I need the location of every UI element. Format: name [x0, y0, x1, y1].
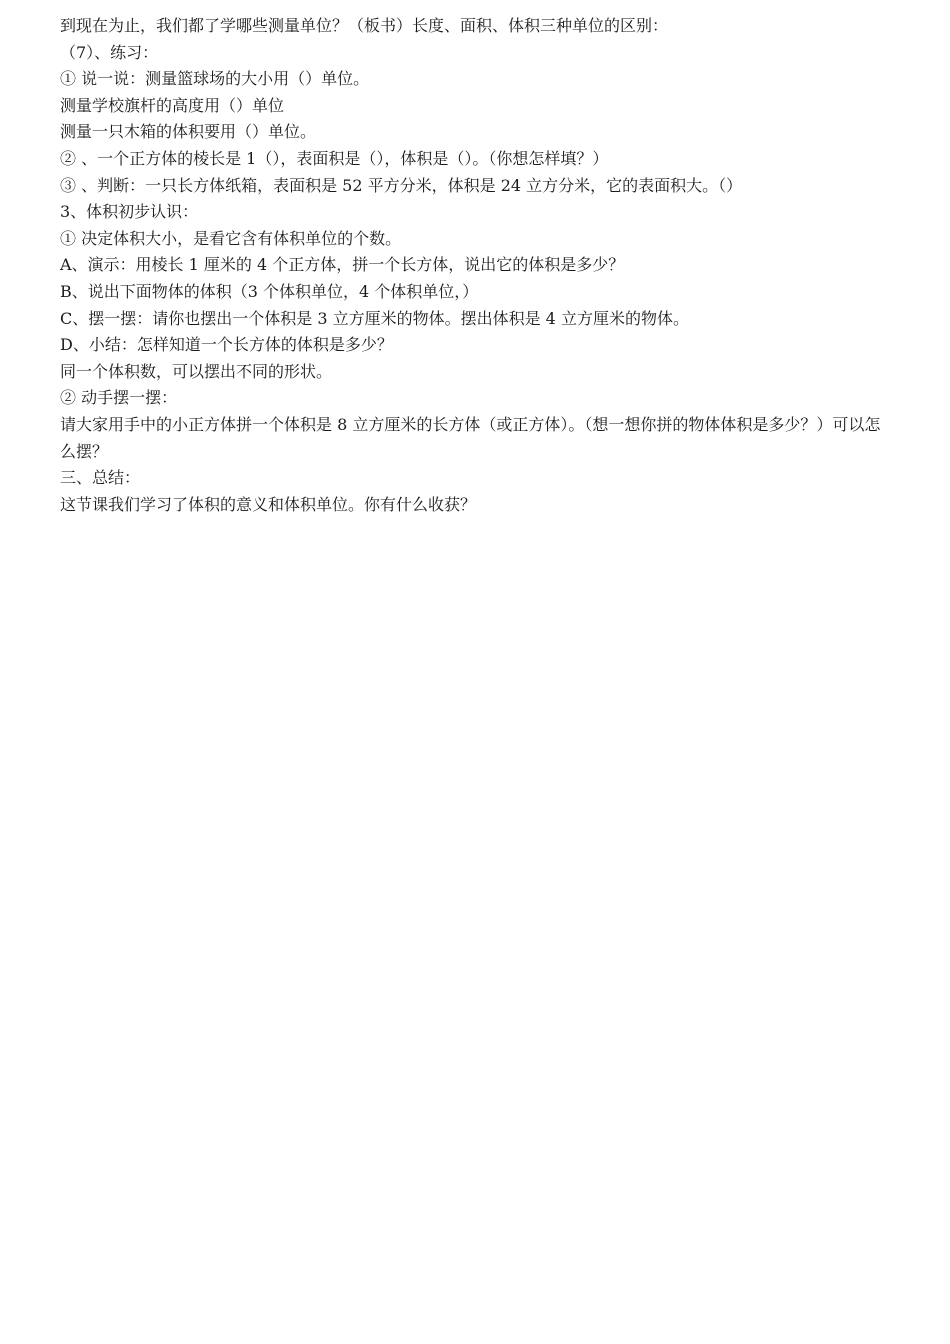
volume-step-c: C、摆一摆：请你也摆出一个体积是 3 立方厘米的物体。摆出体积是 4 立方厘米的物体。: [60, 308, 689, 328]
practice-item-1-flagpole: 测量学校旗杆的高度用（）单位: [60, 95, 285, 115]
practice-item-3: ③ 、判断：一只长方体纸箱，表面积是 52 平方分米，体积是 24 立方分米，它的表面积大。（）: [60, 175, 743, 195]
volume-note: 同一个体积数，可以摆出不同的形状。: [60, 361, 333, 381]
volume-activity: 请大家用手中的小正方体拼一个体积是 8 立方厘米的长方体（或正方体）。（想一想你拼的物体体积是多少？）可以怎么摆？: [60, 414, 881, 461]
section-practice-heading: （7）、练习：: [60, 42, 159, 62]
document-page: [60, 13, 895, 518]
volume-step-a: A、演示：用棱长 1 厘米的 4 个正方体，拼一个长方体，说出它的体积是多少？: [60, 255, 625, 275]
section-volume-heading: 3、体积初步认识：: [60, 202, 199, 222]
practice-item-1-box: 测量一只木箱的体积要用（）单位。: [60, 122, 317, 142]
volume-step-b: B、说出下面物体的体积（3 个体积单位，4 个体积单位，）: [60, 281, 479, 301]
volume-step-d: D、小结：怎样知道一个长方体的体积是多少？: [60, 335, 393, 355]
summary-text: 这节课我们学习了体积的意义和体积单位。你有什么收获？: [60, 494, 477, 514]
volume-point-1: ① 决定体积大小，是看它含有体积单位的个数。: [60, 228, 402, 248]
practice-item-2: ② 、一个正方体的棱长是 1（），表面积是（），体积是（）。（你想怎样填？）: [60, 148, 609, 168]
intro-question: 到现在为止，我们都了学哪些测量单位？（板书）长度、面积、体积三种单位的区别：: [60, 16, 669, 35]
volume-point-2: ② 动手摆一摆：: [60, 388, 178, 408]
section-summary-heading: 三、总结：: [60, 468, 141, 488]
practice-item-1: ① 说一说：测量篮球场的大小用（）单位。: [60, 69, 370, 89]
